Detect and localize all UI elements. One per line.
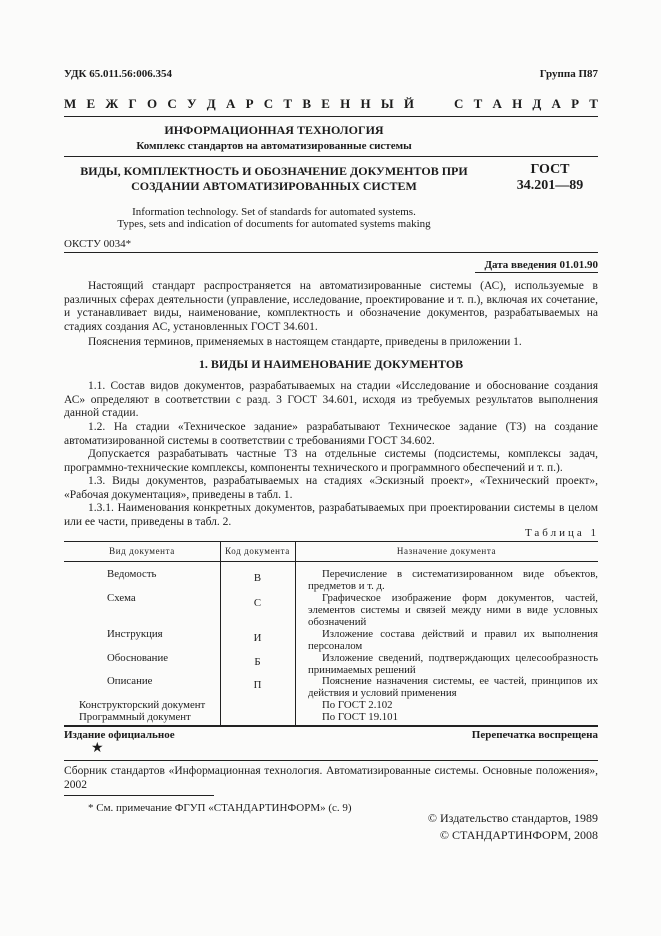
main-title-line1: ВИДЫ, КОМПЛЕКТНОСТЬ И ОБОЗНАЧЕНИЕ ДОКУМЕНТОВ ПРИ [80, 164, 468, 178]
effective-date-value: 01.01.90 [559, 259, 598, 271]
table-bottom-border [64, 725, 598, 727]
table-row-type: Описание [107, 675, 153, 687]
okstu-code: ОКСТУ 0034* [64, 238, 132, 250]
table-caption: Таблица 1 [524, 527, 599, 539]
table-header-code: Код документа [225, 546, 290, 556]
section-paragraph-1-1: 1.1. Состав видов документов, разрабатываемых на стадии «Исследование и обоснование создания АС» определяют в соответствии с разд. 3 ГОСТ 34.601, исходя из требуемых результатов выполнения данной стадии. [64, 380, 598, 420]
table-row-type: Конструкторский документ [79, 699, 206, 711]
copyright-2008: © СТАНДАРТИНФОРМ, 2008 [439, 828, 598, 842]
section-heading: 1. ВИДЫ И НАИМЕНОВАНИЕ ДОКУМЕНТОВ [198, 357, 464, 371]
table-row-type: Инструкция [107, 628, 163, 640]
star-icon: ★ [91, 741, 104, 756]
table-row-purpose: Перечисление в систематизированном виде объектов, предметов и т. д. [308, 568, 598, 593]
copyright-1989: © Издательство стандартов, 1989 [427, 811, 598, 825]
table-row-type: Ведомость [107, 568, 157, 580]
banner-left: М Е Ж Г О С У Д А Р С Т В Е Н Н Ы Й [64, 96, 414, 111]
gost-label: ГОСТ [530, 162, 570, 177]
date-divider [475, 272, 598, 273]
table-row-purpose: Графическое изображение форм документов, частей, элементов системы и связей между ними в виде условных обозначений [308, 592, 598, 629]
table-header-type: Вид документа [109, 546, 175, 556]
table-col-divider-2 [295, 541, 296, 725]
section-paragraph-tz: Допускается разрабатывать частные ТЗ на отдельные системы (подсистемы, комплексы задач, программно-технические комплексы, компоненты технического и программного обеспечений и т. п.). [64, 448, 598, 474]
table-row-purpose: Пояснение назначения системы, ее частей, принципов их действия и условий применения [308, 675, 598, 700]
footer-divider [64, 760, 598, 761]
collection-note: Сборник стандартов «Информационная технология. Автоматизированные системы. Основные положения», 2002 [64, 765, 598, 791]
section-paragraph-1-3: 1.3. Виды документов, разрабатываемых на стадиях «Эскизный проект», «Технический проект», «Рабочая документация», приведены в табл. 1. [64, 475, 598, 501]
title-line2: Комплекс стандартов на автоматизированные системы [136, 140, 412, 152]
table-row-purpose: Изложение состава действий и правил их выполнения персоналом [308, 628, 598, 653]
table-row-type: Обоснование [107, 652, 169, 664]
header-divider [64, 116, 598, 117]
effective-date [484, 259, 598, 271]
official-edition: Издание официальное [64, 729, 175, 741]
english-title-line1: Information technology. Set of standards for automated systems. [132, 206, 416, 218]
banner-right: С Т А Н Д А Р Т [454, 96, 598, 111]
table-header-border [64, 561, 598, 562]
title-line1: ИНФОРМАЦИОННАЯ ТЕХНОЛОГИЯ [164, 123, 384, 137]
table-row-code: П [253, 679, 262, 691]
footnote: * См. примечание ФГУП «СТАНДАРТИНФОРМ» (с. 9) [88, 802, 352, 814]
okstu-divider [64, 252, 598, 253]
group-code: Группа П87 [539, 68, 598, 80]
title-divider [64, 156, 598, 157]
table-header-purpose: Назначение документа [396, 546, 497, 556]
footnote-divider [64, 795, 214, 796]
table-row-code: В [253, 572, 262, 584]
section-paragraph-1-2: 1.2. На стадии «Техническое задание» разрабатывают Техническое задание (ТЗ) на создание автоматизированной системы в соответствии с требованиями ГОСТ 34.602. [64, 421, 598, 447]
section-paragraph-1-3-1: 1.3.1. Наименования конкретных документов, разрабатываемых при проектировании системы в целом или ее части, приведены в табл. 2. [64, 502, 598, 528]
intro-paragraph-1: Настоящий стандарт распространяется на автоматизированные системы (АС), используемые в различных сферах деятельности (управление, исследование, проектирование и т. п.), включая их сочетание, и устанавливает виды, наименование, комплектность и обозначение документов, разрабатываемых на стадиях создания АС, установленных ГОСТ 34.601. [64, 280, 598, 333]
table-row-purpose: По ГОСТ 2.102 [322, 699, 393, 711]
gost-number: 34.201—89 [516, 178, 584, 193]
table-row-code: И [253, 632, 262, 644]
main-title-line2: СОЗДАНИИ АВТОМАТИЗИРОВАННЫХ СИСТЕМ [131, 179, 417, 193]
table-row-code: Б [254, 656, 261, 668]
intro-paragraph-2: Пояснения терминов, применяемых в настоящем стандарте, приведены в приложении 1. [88, 336, 522, 348]
english-title-line2: Types, sets and indication of documents for automated systems making [117, 218, 431, 230]
reprint-prohibited: Перепечатка воспрещена [471, 729, 598, 741]
table-row-type: Программный документ [79, 711, 191, 723]
udk-code: УДК 65.011.56:006.354 [64, 68, 173, 80]
table-top-border [64, 541, 598, 542]
effective-date-label: Дата введения [484, 259, 560, 271]
table-row-purpose: Изложение сведений, подтверждающих целесообразность принимаемых решений [308, 652, 598, 677]
table-row-purpose: По ГОСТ 19.101 [322, 711, 398, 723]
table-row-code: С [253, 597, 262, 609]
table-row-type: Схема [107, 592, 136, 604]
